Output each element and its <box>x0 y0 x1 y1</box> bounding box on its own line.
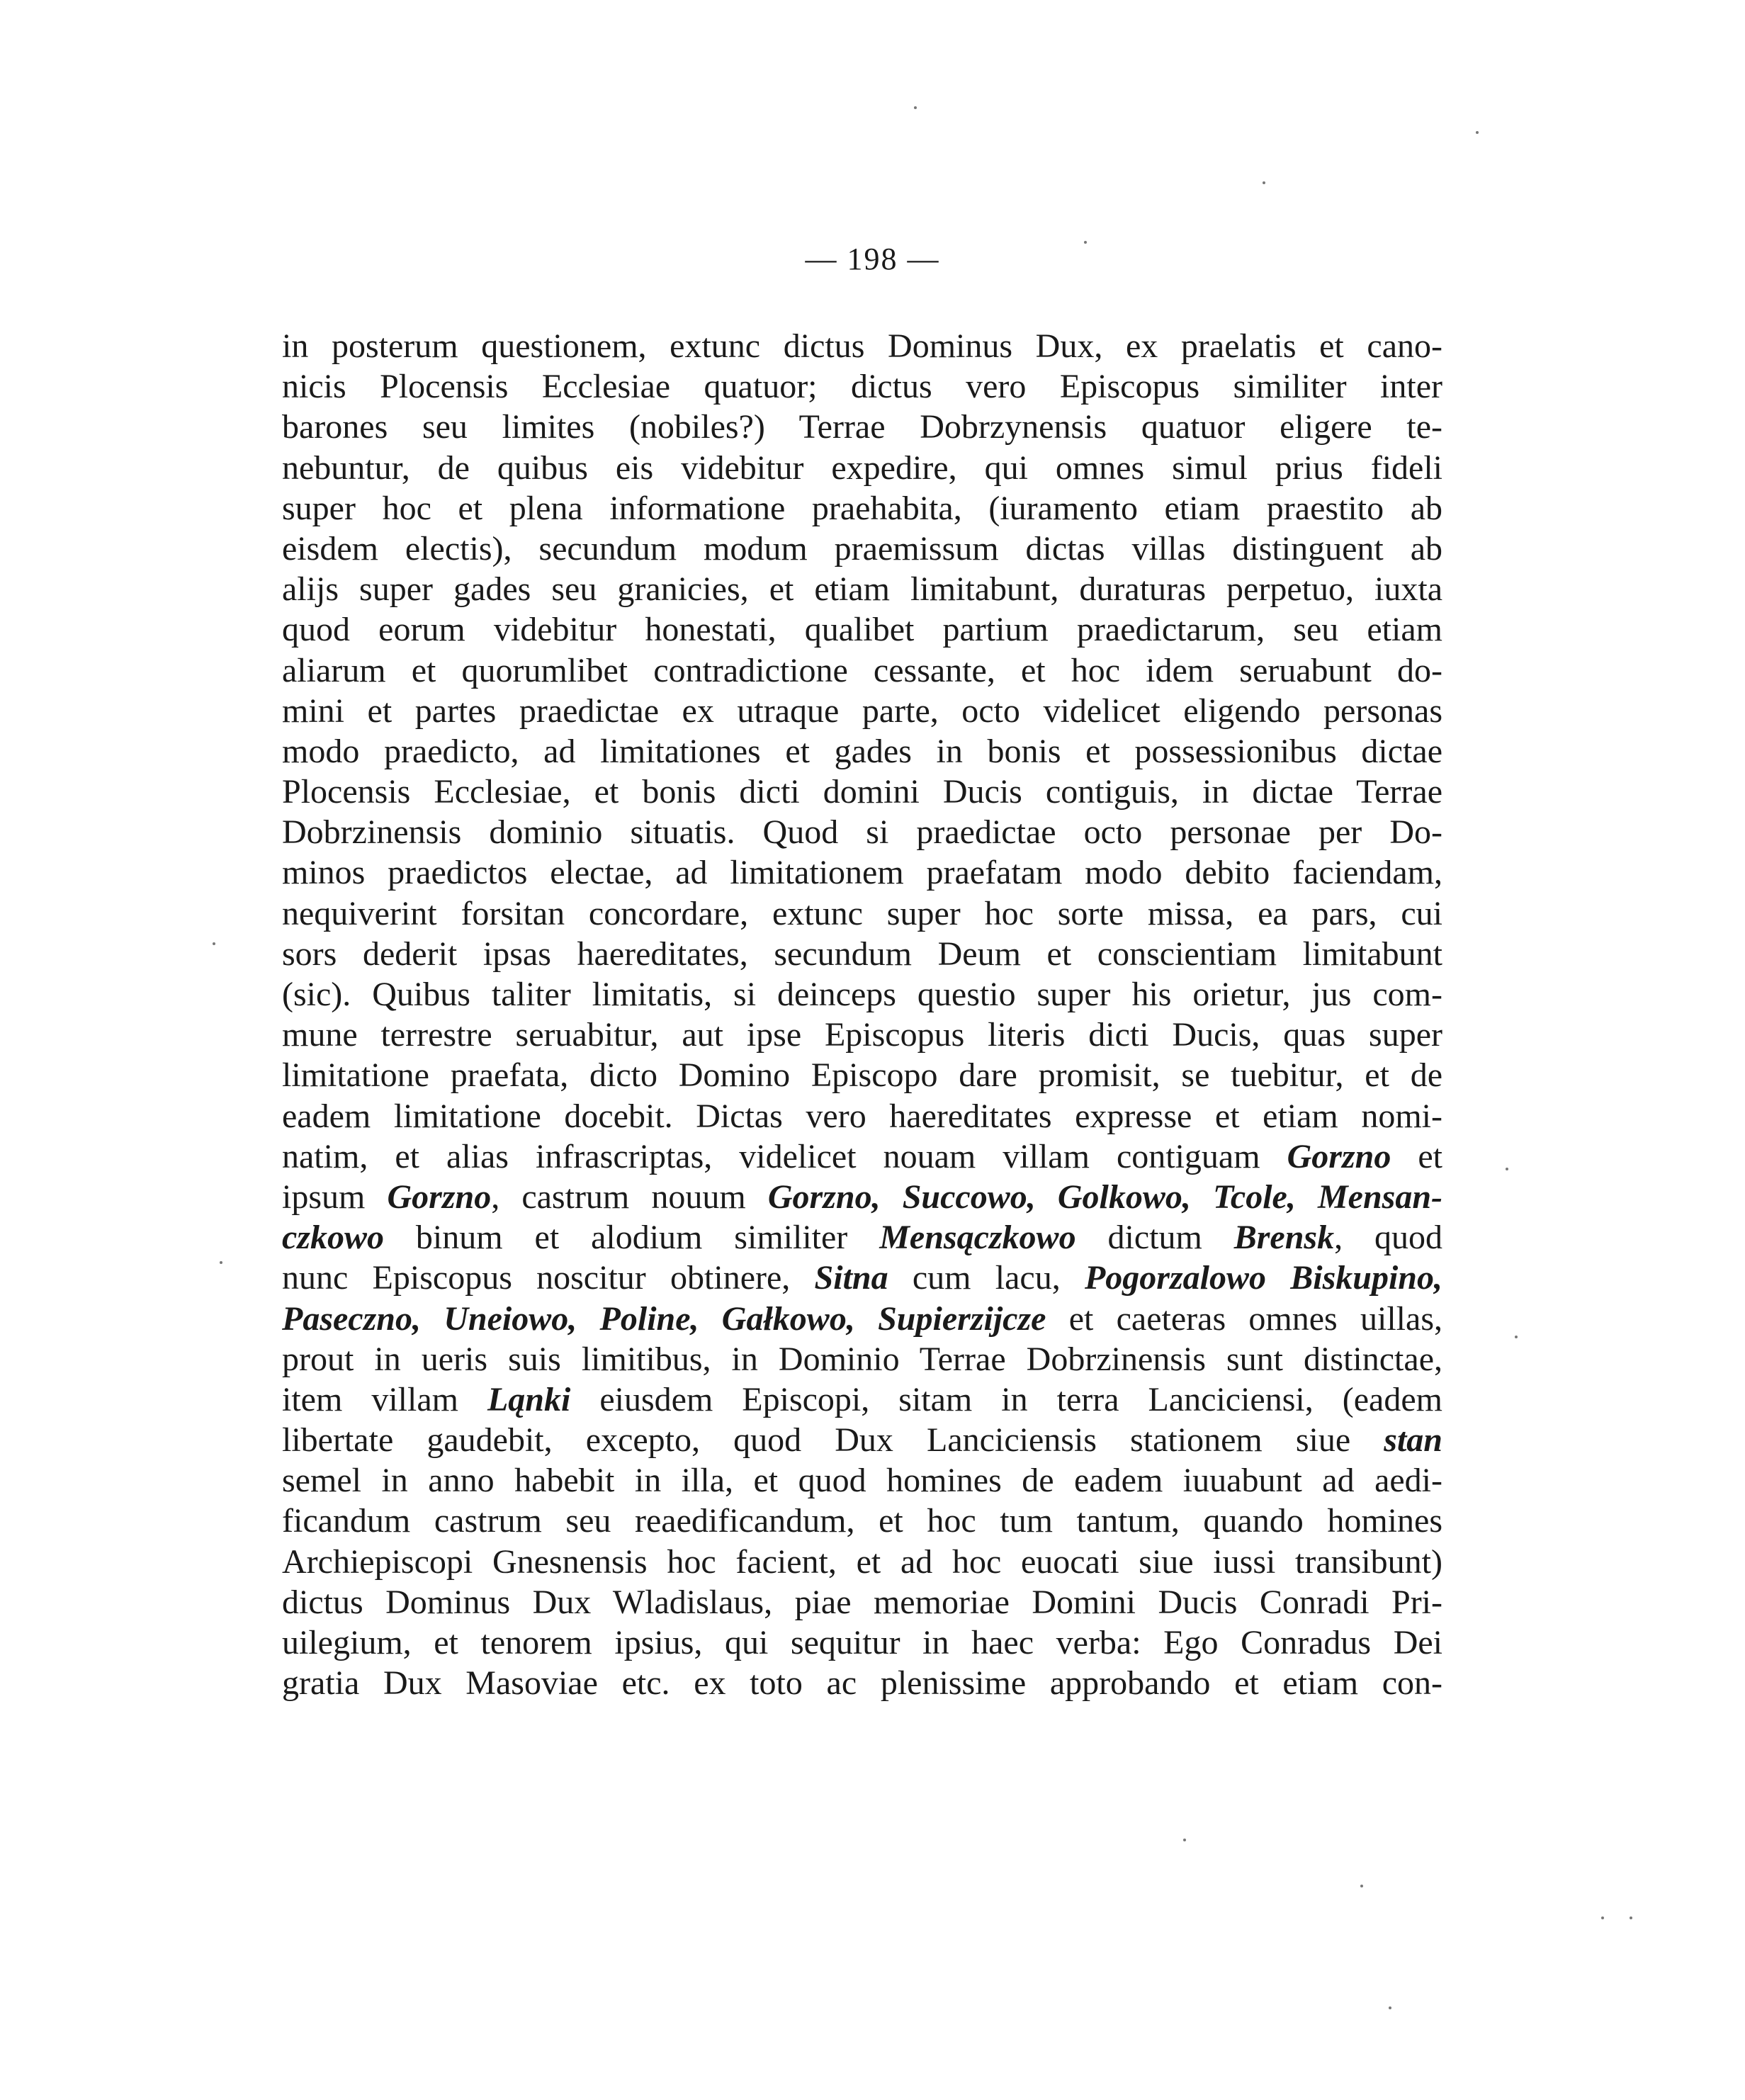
text-line: semel in anno habebit in illa, et quod homines de eadem iuuabunt ad aedi- <box>282 1462 1442 1500</box>
scan-speck <box>1506 1168 1508 1170</box>
text-line: mini et partes praedictae ex utraque parte, octo videlicet eligendo personas <box>282 691 1442 730</box>
italic-place-name: Ląnki <box>487 1380 571 1418</box>
italic-place-name: Gorzno <box>387 1178 492 1216</box>
text-line: ficandum castrum seu reaedificandum, et hoc tum tantum, quando homines <box>282 1502 1442 1540</box>
scan-speck <box>914 106 917 109</box>
text-line: alijs super gades seu granicies, et etiam limitabunt, duraturas perpetuo, iuxta <box>282 570 1442 609</box>
text-line: (sic). Quibus taliter limitatis, si deinceps questio super his orietur, jus com- <box>282 976 1442 1013</box>
text-line: nicis Plocensis Ecclesiae quatuor; dictus vero Episcopus similiter inter <box>282 368 1442 406</box>
text-line: gratia Dux Masoviae etc. ex toto ac plenissime approbando et etiam con- <box>282 1664 1442 1703</box>
text-line: nequiverint forsitan concordare, extunc super hoc sorte missa, ea pars, cui <box>282 894 1442 932</box>
text-line: Plocensis Ecclesiae, et bonis dicti domini Ducis contiguis, in dictae Terrae <box>282 773 1442 811</box>
scan-speck <box>1084 241 1087 244</box>
italic-place-name: Sitna <box>814 1259 888 1297</box>
text-line: natim, et alias infrascriptas, videlicet nouam villam contiguam Gorzno et <box>282 1137 1443 1175</box>
text-line: limitatione praefata, dicto Domino Episcopo dare promisit, se tuebitur, et de <box>282 1056 1442 1095</box>
text-line: eadem limitatione docebit. Dictas vero haereditates expresse et etiam nomi- <box>282 1097 1442 1135</box>
scan-speck <box>1601 1916 1604 1919</box>
text-line: Paseczno, Uneiowo, Poline, Gałkowo, Supierzijcze et caeteras omnes uillas, <box>282 1299 1442 1338</box>
text-line: uilegium, et tenorem ipsius, qui sequitur in haec verba: Ego Conradus Dei <box>282 1624 1442 1661</box>
text-line: eisdem electis), secundum modum praemissum dictas villas distinguent ab <box>282 529 1442 568</box>
text-line: item villam Ląnki eiusdem Episcopi, sitam in terra Lanciciensi, (eadem <box>282 1380 1442 1418</box>
text-line: libertate gaudebit, excepto, quod Dux Lanciciensis stationem siue stan <box>282 1421 1442 1460</box>
text-line: nebuntur, de quibus eis videbitur expedire, qui omnes simul prius fideli <box>282 448 1442 487</box>
text-line: modo praedicto, ad limitationes et gades in bonis et possessionibus dictae <box>282 732 1442 770</box>
scan-speck <box>220 1261 222 1264</box>
text-line: nunc Episcopus noscitur obtinere, Sitna cum lacu, Pogorzalowo Biskupino, <box>282 1259 1442 1297</box>
text-line: ipsum Gorzno, castrum nouum Gorzno, Succowo, Golkowo, Tcole, Mensan- <box>282 1178 1442 1216</box>
scan-speck <box>1476 131 1479 134</box>
scan-speck <box>1360 1885 1363 1887</box>
text-line: mune terrestre seruabitur, aut ipse Episcopus literis dicti Ducis, quas super <box>282 1016 1442 1054</box>
text-line: aliarum et quorumlibet contradictione cessante, et hoc idem seruabunt do- <box>282 651 1442 689</box>
text-line: Dobrzinensis dominio situatis. Quod si praedictae octo personae per Do- <box>282 813 1442 852</box>
italic-place-name: Gorzno <box>1287 1137 1391 1175</box>
italic-place-name: Gorzno, Succowo, Golkowo, Tcole, Mensan- <box>767 1178 1442 1216</box>
text-line: minos praedictos electae, ad limitationem praefatam modo debito faciendam, <box>282 854 1442 892</box>
text-line: in posterum questionem, extunc dictus Dominus Dux, ex praelatis et cano- <box>282 327 1442 365</box>
scan-speck <box>1389 2006 1391 2009</box>
text-line: quod eorum videbitur honestati, qualibet partium praedictarum, seu etiam <box>282 611 1442 649</box>
italic-place-name: Paseczno, Uneiowo, Poline, Gałkowo, Supierzijcze <box>282 1299 1046 1338</box>
text-line: dictus Dominus Dux Wladislaus, piae memoriae Domini Ducis Conradi Pri- <box>282 1583 1442 1621</box>
text-line: super hoc et plena informatione praehabita, (iuramento etiam praestito ab <box>282 489 1442 527</box>
text-line: prout in ueris suis limitibus, in Dominio Terrae Dobrzinensis sunt distinctae, <box>282 1340 1442 1378</box>
text-line: czkowo binum et alodium similiter Mensączkowo dictum Brensk, quod <box>282 1219 1443 1257</box>
page-number: — 198 — <box>805 242 940 276</box>
scan-speck <box>1630 1916 1632 1919</box>
italic-place-name: Pogorzalowo Biskupino, <box>1084 1259 1442 1297</box>
scan-speck <box>1263 181 1265 184</box>
italic-place-name: czkowo <box>282 1219 384 1257</box>
text-line: sors dederit ipsas haereditates, secundum Deum et conscientiam limitabunt <box>282 935 1442 973</box>
italic-place-name: Mensączkowo <box>879 1219 1076 1257</box>
scan-speck <box>1183 1839 1186 1841</box>
body-text <box>282 326 1442 1703</box>
italic-place-name: stan <box>1384 1421 1442 1460</box>
scan-speck <box>213 942 215 945</box>
scan-speck <box>1515 1336 1518 1338</box>
text-line: barones seu limites (nobiles?) Terrae Dobrzynensis quatuor eligere te- <box>282 408 1442 446</box>
italic-place-name: Brensk <box>1233 1219 1335 1257</box>
text-line: Archiepiscopi Gnesnensis hoc facient, et ad hoc euocati siue iussi transibunt) <box>282 1542 1442 1581</box>
